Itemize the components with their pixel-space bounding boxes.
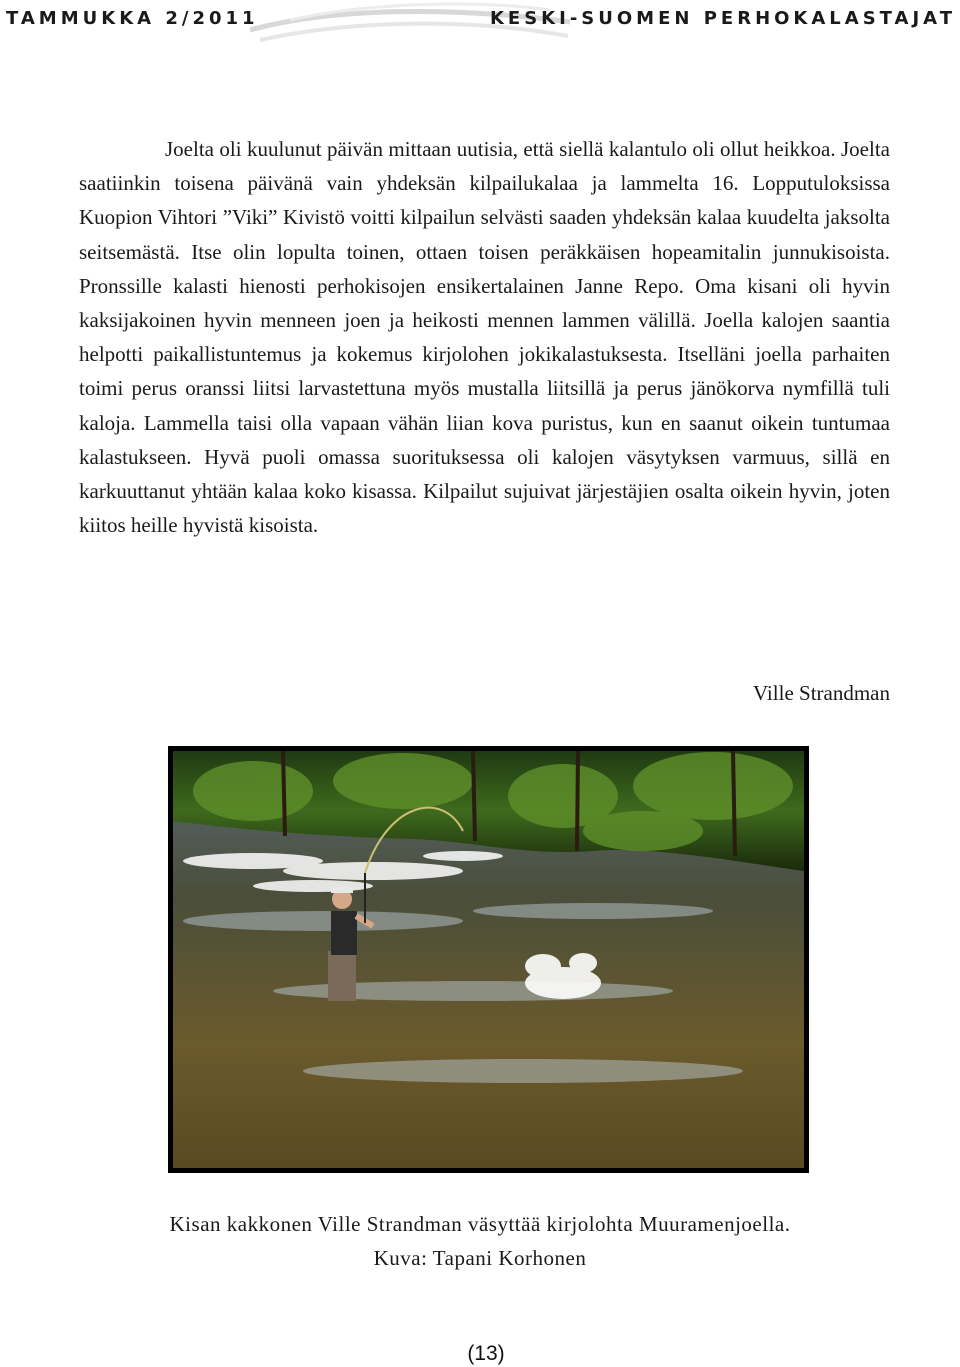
photo-caption: Kisan kakkonen Ville Strandman väsyttää kirjolohta Muuramenjoella.: [169, 1212, 791, 1236]
article-author: Ville Strandman: [753, 681, 890, 705]
page-header: [0, 0, 960, 44]
header-club-name: KESKI-SUOMEN PERHOKALASTAJAT: [489, 8, 956, 29]
article-photo: [168, 746, 809, 1173]
header-magazine-issue: TAMMUKKA 2/2011: [6, 8, 259, 29]
fly-fishing-photo-illustration: [173, 751, 804, 1168]
article-paragraph: Joelta oli kuulunut päivän mittaan uutisia, että siellä kalantulo oli ollut heikkoa. Joelta saatiinkin toisena päivänä vain yhdeksän kilpailukalaa ja lammelta 16. Lopputuloksissa Kuopion Vihtori ”Viki” Kivistö voitti kilpailun selvästi saaden yhdeksän kalaa kuudelta jaksolta seitsemästä. Itse olin lopulta toinen, ottaen toisen peräkkäisen hopeamitalin junnukisoista. Pronssille kalasti hienosti perhokisojen ensikertalainen Janne Repo. Oma kisani oli hyvin kaksijakoinen hyvin menneen joen ja heikosti mennen lammen välillä. Joella kalojen saantia helpotti paikallistuntemus ja kokemus kirjolohen jokikalastuksesta. Itselläni joella parhaiten toimi perus oranssi liitsi larvastettuna myös mustalla liitsillä ja perus jänökorva nymfillä tuli kaloja. Lammella taisi olla vapaan vähän liian kova puristus, kun en saanut oikein tuntumaa kalastukseen. Hyvä puoli omassa suorituksessa oli kalojen väsytyksen varmuus, sillä en karkuuttanut yhtään kalaa koko kisassa. Kilpailut sujuivat järjestäjien osalta oikein hyvin, joten kiitos heille hyvistä kisoista.: [79, 137, 890, 538]
photo-credit: Kuva: Tapani Korhonen: [373, 1246, 587, 1270]
page-number: (13): [467, 1342, 505, 1365]
